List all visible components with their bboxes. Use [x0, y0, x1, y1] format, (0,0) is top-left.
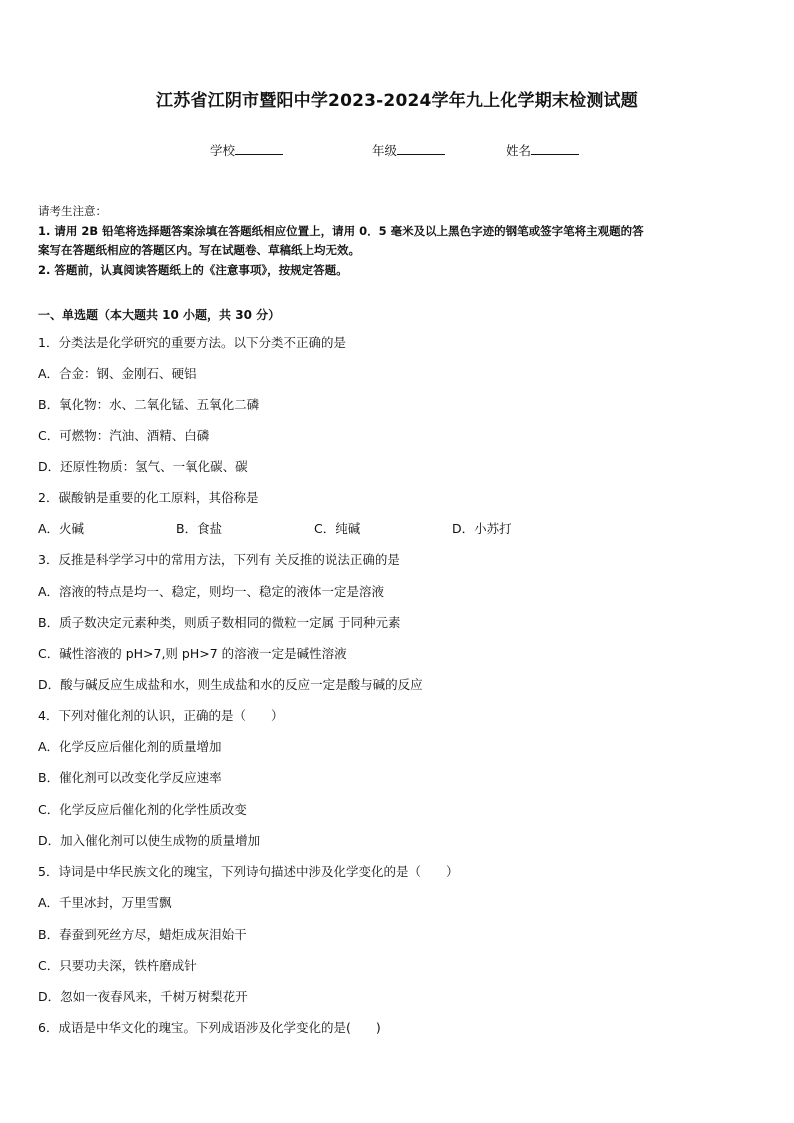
q3-option-b: B．质子数决定元素种类，则质子数相同的微粒一定属 于同种元素: [38, 615, 401, 630]
q3-option-c: C．碱性溶液的 pH>7,则 pH>7 的溶液一定是碱性溶液: [38, 646, 347, 661]
q2-option-d: D．小苏打: [452, 521, 512, 536]
grade-field: [372, 141, 445, 159]
q4-option-d: D．加入催化剂可以使生成物的质量增加: [38, 833, 261, 848]
q1-stem: 1．分类法是化学研究的重要方法。以下分类不正确的是: [38, 335, 346, 350]
q1-option-a: A．合金：钢、金刚石、硬铝: [38, 366, 197, 381]
q5-option-b: B．春蚕到死丝方尽，蜡炬成灰泪始干: [38, 927, 247, 942]
q5-option-d: D．忽如一夜春风来，千树万树梨花开: [38, 989, 248, 1004]
name-label: 姓名: [506, 143, 532, 158]
school-blank: [235, 142, 283, 155]
q5-option-c: C．只要功夫深，铁杵磨成针: [38, 958, 197, 973]
q4-option-b: B．催化剂可以改变化学反应速率: [38, 770, 222, 785]
q4-option-a: A．化学反应后催化剂的质量增加: [38, 739, 222, 754]
q4-stem: 4．下列对催化剂的认识，正确的是（ ）: [38, 708, 284, 723]
school-field: [210, 141, 283, 159]
q2-option-a: A．火碱: [38, 521, 85, 536]
q1-option-c: C．可燃物：汽油、酒精、白磷: [38, 428, 210, 443]
grade-blank: [397, 142, 445, 155]
notice-heading: 请考生注意：: [38, 204, 107, 218]
q3-option-d: D．酸与碱反应生成盐和水，则生成盐和水的反应一定是酸与碱的反应: [38, 677, 423, 692]
q2-option-c: C．纯碱: [314, 521, 361, 536]
name-field: [506, 141, 579, 159]
section-heading: 一、单选题（本大题共 10 小题，共 30 分）: [38, 308, 281, 322]
q3-stem: 3．反推是科学学习中的常用方法，下列有 关反推的说法正确的是: [38, 552, 400, 567]
q3-option-a: A．溶液的特点是均一、稳定，则均一、稳定的液体一定是溶液: [38, 584, 385, 599]
q5-stem: 5．诗词是中华民族文化的瑰宝，下列诗句描述中涉及化学变化的是（ ）: [38, 864, 459, 879]
page-title: 江苏省江阴市暨阳中学2023-2024学年九上化学期末检测试题: [156, 91, 638, 111]
q1-option-b: B．氧化物：水、二氧化锰、五氧化二磷: [38, 397, 260, 412]
q2-stem: 2．碳酸钠是重要的化工原料，其俗称是: [38, 490, 259, 505]
notice-item-2: 2. 答题前，认真阅读答题纸上的《注意事项》，按规定答题。: [38, 262, 348, 277]
notice-block: [38, 202, 760, 280]
q1-option-d: D．还原性物质：氢气、一氧化碳、碳: [38, 459, 248, 474]
notice-item-1-line-1: 1. 请用 2B 铅笔将选择题答案涂填在答题纸相应位置上，请用 0．5 毫米及以上黑色字迹的钢笔或签字笔将主观题的答: [38, 223, 644, 238]
q6-stem: 6．成语是中华文化的瑰宝。下列成语涉及化学变化的是( ): [38, 1020, 381, 1035]
school-label: 学校: [210, 143, 236, 158]
notice-item-1-line-2: 案写在答题纸相应的答题区内。写在试题卷、草稿纸上均无效。: [38, 243, 360, 257]
q5-option-a: A．千里冰封，万里雪飘: [38, 895, 172, 910]
name-blank: [531, 142, 579, 155]
grade-label: 年级: [372, 143, 398, 158]
q4-option-c: C．化学反应后催化剂的化学性质改变: [38, 802, 247, 817]
q2-option-b: B．食盐: [176, 521, 223, 536]
